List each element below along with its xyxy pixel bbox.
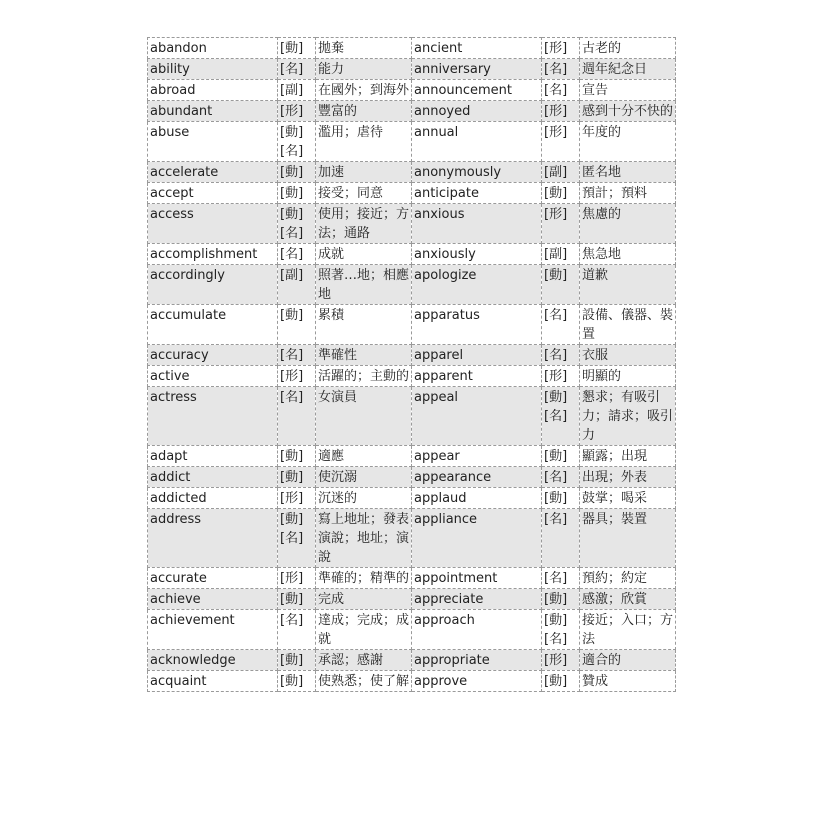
meaning-cell: 累積 [316,305,412,345]
part-of-speech-cell [278,509,316,568]
part-of-speech-cell [278,610,316,650]
part-of-speech-tag: [形] [280,369,304,384]
part-of-speech-cell [278,467,316,488]
word-cell: apparent [412,366,542,387]
part-of-speech-cell [278,671,316,692]
part-of-speech-tag: [動] [280,674,304,689]
part-of-speech-cell [278,244,316,265]
meaning-cell: 適應 [316,446,412,467]
meaning-cell: 完成 [316,589,412,610]
part-of-speech-tag: [動] [280,653,304,668]
part-of-speech-tag: [名] [544,470,568,485]
part-of-speech-cell [278,345,316,366]
word-cell: accelerate [148,162,278,183]
meaning-cell: 道歉 [580,265,676,305]
table-row [148,59,676,80]
meaning-cell: 週年紀念日 [580,59,676,80]
table-row [148,265,676,305]
meaning-cell: 使熟悉；使了解 [316,671,412,692]
part-of-speech-tag: [形] [544,369,568,384]
table-row [148,162,676,183]
word-cell: anxiously [412,244,542,265]
part-of-speech-tag: [名] [280,247,304,262]
part-of-speech-cell [542,366,580,387]
part-of-speech-tag: [名] [544,512,568,527]
meaning-cell: 濫用；虐待 [316,122,412,162]
table-row [148,204,676,244]
meaning-cell: 明顯的 [580,366,676,387]
table-row [148,38,676,59]
word-cell: abandon [148,38,278,59]
part-of-speech-tag: [動] [280,125,304,140]
meaning-cell: 達成；完成；成就 [316,610,412,650]
part-of-speech-cell [542,204,580,244]
word-cell: abroad [148,80,278,101]
part-of-speech-cell [542,305,580,345]
table-row [148,122,676,162]
part-of-speech-cell [278,101,316,122]
part-of-speech-cell [542,446,580,467]
meaning-cell: 懇求；有吸引力；請求；吸引力 [580,387,676,446]
meaning-cell: 適合的 [580,650,676,671]
part-of-speech-tag: [形] [280,571,304,586]
part-of-speech-tag: [動] [280,207,304,222]
table-row [148,80,676,101]
meaning-cell: 承認；感謝 [316,650,412,671]
meaning-cell: 感激；欣賞 [580,589,676,610]
word-cell: achievement [148,610,278,650]
part-of-speech-tag: [形] [544,41,568,56]
table-row [148,101,676,122]
word-cell: active [148,366,278,387]
vocabulary-table-body [148,38,676,692]
part-of-speech-cell [542,467,580,488]
part-of-speech-cell [542,162,580,183]
part-of-speech-cell [278,387,316,446]
table-row [148,610,676,650]
part-of-speech-tag: [副] [544,165,568,180]
meaning-cell: 顯露；出現 [580,446,676,467]
part-of-speech-cell [542,183,580,204]
word-cell: appropriate [412,650,542,671]
meaning-cell: 照著…地；相應地 [316,265,412,305]
part-of-speech-tag: [動] [544,674,568,689]
part-of-speech-cell [542,610,580,650]
part-of-speech-tag: [形] [544,653,568,668]
part-of-speech-tag: [形] [544,207,568,222]
part-of-speech-cell [542,345,580,366]
table-row [148,366,676,387]
meaning-cell: 器具；裝置 [580,509,676,568]
part-of-speech-tag: [動] [280,186,304,201]
part-of-speech-tag: [名] [544,83,568,98]
word-cell: abundant [148,101,278,122]
part-of-speech-cell [542,671,580,692]
part-of-speech-cell [542,589,580,610]
table-row [148,305,676,345]
word-cell: ability [148,59,278,80]
part-of-speech-tag: [名] [280,226,304,241]
part-of-speech-tag: [名] [280,613,304,628]
part-of-speech-tag: [形] [280,491,304,506]
word-cell: anticipate [412,183,542,204]
meaning-cell: 使沉溺 [316,467,412,488]
meaning-cell: 準確性 [316,345,412,366]
part-of-speech-cell [542,80,580,101]
part-of-speech-tag: [動] [544,613,568,628]
table-row [148,467,676,488]
meaning-cell: 年度的 [580,122,676,162]
meaning-cell: 匿名地 [580,162,676,183]
part-of-speech-tag: [動] [280,165,304,180]
word-cell: accept [148,183,278,204]
part-of-speech-cell [278,446,316,467]
part-of-speech-cell [278,59,316,80]
word-cell: adapt [148,446,278,467]
part-of-speech-cell [278,38,316,59]
table-row [148,387,676,446]
part-of-speech-cell [542,509,580,568]
word-cell: announcement [412,80,542,101]
word-cell: addict [148,467,278,488]
word-cell: addicted [148,488,278,509]
word-cell: address [148,509,278,568]
part-of-speech-cell [278,366,316,387]
part-of-speech-tag: [動] [280,592,304,607]
part-of-speech-cell [542,101,580,122]
meaning-cell: 宣告 [580,80,676,101]
meaning-cell: 出現；外表 [580,467,676,488]
word-cell: appear [412,446,542,467]
word-cell: accordingly [148,265,278,305]
part-of-speech-tag: [名] [544,308,568,323]
meaning-cell: 豐富的 [316,101,412,122]
meaning-cell: 感到十分不快的 [580,101,676,122]
part-of-speech-cell [542,59,580,80]
meaning-cell: 成就 [316,244,412,265]
part-of-speech-cell [278,650,316,671]
part-of-speech-tag: [名] [280,390,304,405]
meaning-cell: 活躍的；主動的 [316,366,412,387]
word-cell: annual [412,122,542,162]
part-of-speech-tag: [動] [544,449,568,464]
part-of-speech-tag: [副] [280,83,304,98]
part-of-speech-cell [542,650,580,671]
part-of-speech-tag: [動] [544,186,568,201]
word-cell: accurate [148,568,278,589]
word-cell: accomplishment [148,244,278,265]
part-of-speech-cell [542,244,580,265]
word-cell: acquaint [148,671,278,692]
part-of-speech-cell [542,38,580,59]
part-of-speech-tag: [副] [280,268,304,283]
meaning-cell: 能力 [316,59,412,80]
table-row [148,650,676,671]
meaning-cell: 焦急地 [580,244,676,265]
part-of-speech-tag: [動] [544,390,568,405]
meaning-cell: 加速 [316,162,412,183]
part-of-speech-tag: [名] [544,62,568,77]
word-cell: apparatus [412,305,542,345]
table-row [148,183,676,204]
meaning-cell: 接受；同意 [316,183,412,204]
meaning-cell: 使用；接近；方法；通路 [316,204,412,244]
meaning-cell: 焦慮的 [580,204,676,244]
word-cell: annoyed [412,101,542,122]
part-of-speech-tag: [動] [544,592,568,607]
word-cell: approach [412,610,542,650]
part-of-speech-tag: [形] [544,125,568,140]
part-of-speech-tag: [形] [280,104,304,119]
vocabulary-table [147,37,676,692]
word-cell: appointment [412,568,542,589]
meaning-cell: 鼓掌；喝采 [580,488,676,509]
part-of-speech-cell [278,589,316,610]
meaning-cell: 衣服 [580,345,676,366]
word-cell: ancient [412,38,542,59]
part-of-speech-cell [278,265,316,305]
word-cell: anonymously [412,162,542,183]
meaning-cell: 女演員 [316,387,412,446]
part-of-speech-cell [278,183,316,204]
table-row [148,244,676,265]
part-of-speech-tag: [動] [280,470,304,485]
meaning-cell: 預約；約定 [580,568,676,589]
part-of-speech-cell [278,488,316,509]
meaning-cell: 沉迷的 [316,488,412,509]
word-cell: achieve [148,589,278,610]
word-cell: acknowledge [148,650,278,671]
word-cell: appliance [412,509,542,568]
word-cell: actress [148,387,278,446]
part-of-speech-tag: [動] [280,308,304,323]
word-cell: anniversary [412,59,542,80]
part-of-speech-cell [542,387,580,446]
table-row [148,509,676,568]
part-of-speech-tag: [名] [280,348,304,363]
word-cell: anxious [412,204,542,244]
part-of-speech-tag: [動] [544,491,568,506]
word-cell: approve [412,671,542,692]
part-of-speech-tag: [動] [544,268,568,283]
part-of-speech-cell [278,204,316,244]
part-of-speech-tag: [名] [544,409,568,424]
word-cell: accuracy [148,345,278,366]
word-cell: applaud [412,488,542,509]
word-cell: accumulate [148,305,278,345]
table-row [148,345,676,366]
part-of-speech-tag: [形] [544,104,568,119]
part-of-speech-tag: [名] [280,62,304,77]
part-of-speech-cell [278,305,316,345]
part-of-speech-cell [278,122,316,162]
meaning-cell: 接近；入口；方法 [580,610,676,650]
part-of-speech-cell [278,568,316,589]
word-cell: appeal [412,387,542,446]
meaning-cell: 古老的 [580,38,676,59]
meaning-cell: 設備、儀器、裝置 [580,305,676,345]
part-of-speech-tag: [名] [544,632,568,647]
word-cell: apologize [412,265,542,305]
meaning-cell: 拋棄 [316,38,412,59]
part-of-speech-cell [278,162,316,183]
part-of-speech-cell [278,80,316,101]
part-of-speech-cell [542,568,580,589]
table-row [148,589,676,610]
part-of-speech-tag: [動] [280,41,304,56]
word-cell: appearance [412,467,542,488]
meaning-cell: 準確的；精準的 [316,568,412,589]
word-cell: apparel [412,345,542,366]
meaning-cell: 寫上地址；發表演說；地址；演說 [316,509,412,568]
part-of-speech-tag: [副] [544,247,568,262]
meaning-cell: 預計；預料 [580,183,676,204]
part-of-speech-tag: [動] [280,449,304,464]
part-of-speech-cell [542,488,580,509]
part-of-speech-tag: [名] [280,144,304,159]
table-row [148,671,676,692]
part-of-speech-tag: [動] [280,512,304,527]
table-row [148,568,676,589]
meaning-cell: 在國外；到海外 [316,80,412,101]
meaning-cell: 贊成 [580,671,676,692]
word-cell: access [148,204,278,244]
word-cell: appreciate [412,589,542,610]
word-cell: abuse [148,122,278,162]
part-of-speech-tag: [名] [280,531,304,546]
table-row [148,446,676,467]
part-of-speech-tag: [名] [544,348,568,363]
part-of-speech-cell [542,122,580,162]
table-row [148,488,676,509]
part-of-speech-cell [542,265,580,305]
part-of-speech-tag: [名] [544,571,568,586]
